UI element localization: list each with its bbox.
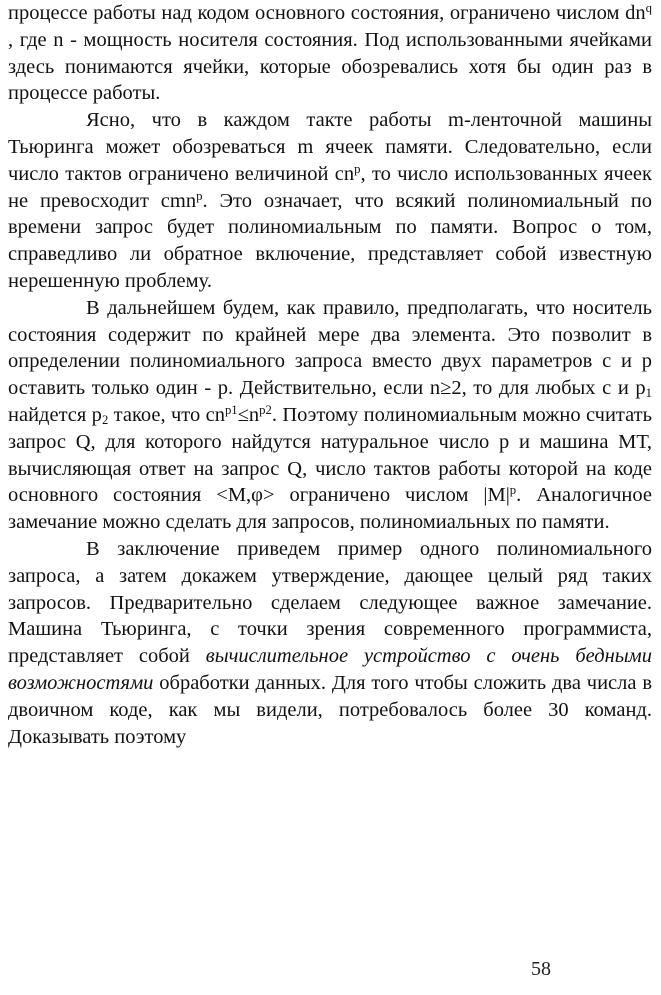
body-text: [8, 0, 652, 750]
paragraph-1: [8, 0, 652, 107]
superscript: p: [196, 188, 203, 203]
superscript: p: [509, 483, 517, 498]
text-run: . Аналогичное замечание можно сделать для запросов, полиномиальных по памяти.: [8, 484, 652, 534]
text-run: . Это означает, что всякий полиномиальный по времени запрос будет полиномиальным по памяти. Вопрос о том, справедливо ли обратное включение, представляет собой известную нерешенную проблему.: [8, 189, 652, 292]
text-run: В заключение приведем пример одного полиномиального запроса, а затем докажем утверждение, дающее целый ряд таких запросов. Предварительно сделаем следующее важное замечание. Машина Тьюринга, с точки зрения современного программиста, представляет собой: [8, 537, 652, 668]
text-run: , то число использованных ячеек не превосходит cmn: [8, 162, 652, 212]
paragraph-3: [8, 295, 652, 536]
superscript: q: [645, 1, 652, 16]
paragraph-2: [8, 107, 652, 295]
superscript: p1: [224, 402, 238, 417]
text-run: В дальнейшем будем, как правило, предполагать, что носитель состояния содержит по крайней мере два элемента. Это позволит в определении полиномиального запроса вместо двух параметров c и p оставить только один - p. Действительно, если n≥2, то для любых c и p: [8, 296, 652, 400]
subscript: 1: [645, 386, 652, 401]
superscript: p2: [259, 402, 272, 417]
text-run: процессе работы над кодом основного состояния, ограничено числом dn: [8, 2, 646, 24]
text-run: ≤n: [237, 403, 260, 426]
subscript: 2: [101, 413, 109, 428]
text-run: вычислительное устройство с очень бедными возможностями: [8, 645, 653, 694]
text-run: найдется p: [8, 403, 102, 426]
text-run: такое, что cn: [108, 403, 225, 426]
page-number: 58: [531, 958, 551, 980]
superscript: p: [354, 161, 361, 176]
paragraph-4: [8, 536, 652, 750]
text-run: . Поэтому полиномиальным можно считать запрос Q, для которого найдутся натуральное число p и машина МТ, вычисляющая ответ на запрос Q, число тактов работы которой на коде основного состояния <M,φ> ограничено числом |M|: [8, 403, 652, 507]
text-run: обработки данных. Для того чтобы сложить два числа в двоичном коде, как мы видели, потребовалось более 30 команд. Доказывать поэтому: [8, 671, 652, 748]
text-run: , где n - мощность носителя состояния. Под использованными ячейками здесь понимаются ячейки, которые обозревались хотя бы один раз в процессе работы.: [8, 28, 652, 105]
text-run: Ясно, что в каждом такте работы m-ленточной машины Тьюринга может обозреваться m ячеек памяти. Следовательно, если число тактов ограничено величиной cn: [8, 109, 652, 185]
